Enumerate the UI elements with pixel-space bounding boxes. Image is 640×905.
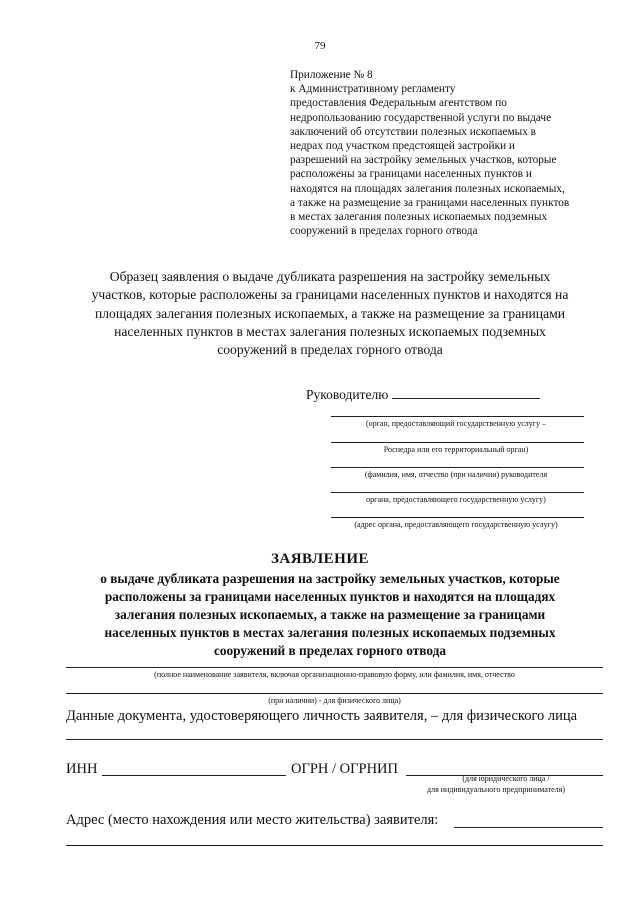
addressee-name-field[interactable]: [392, 386, 540, 399]
statement-subtitle-line: населенных пунктов в местах залегания полезных ископаемых подземных: [104, 625, 556, 640]
page-number: 79: [314, 40, 326, 52]
statement-subtitle-line: о выдаче дубликата разрешения на застройку земельных участков, которые: [100, 571, 560, 586]
sample-title-line: участков, которые расположены за границами населенных пунктов и находятся на: [91, 287, 569, 303]
addressee-label: Руководителю: [306, 387, 389, 402]
inn-label: ИНН: [66, 761, 98, 777]
appendix-line: разрешений на застройку земельных участков, которые: [290, 154, 557, 167]
appendix-line: сооружений в пределах горного отвода: [290, 225, 478, 238]
appendix-line: заключений об отсутствии полезных ископаемых в: [290, 125, 536, 138]
addressee-caption: Роснедра или его территориальный орган): [383, 445, 529, 454]
appendix-line: находятся на площадях залегания полезных ископаемых,: [290, 182, 565, 195]
id-document-label: Данные документа, удостоверяющего личность заявителя, – для физического лица: [66, 708, 578, 724]
statement-subtitle-line: расположены за границами населенных пунктов и находятся на площадях: [104, 589, 556, 604]
applicant-name-line-2[interactable]: [66, 693, 603, 694]
sample-title-line: площадях залегания полезных ископаемых, а также на размещение за границами: [94, 305, 565, 321]
sample-title-line: населенных пунктов в местах залегания полезных ископаемых подземных: [114, 323, 546, 339]
addressee-line-5[interactable]: [331, 517, 584, 518]
addressee-caption: органа, предоставляющего государственную услугу): [366, 495, 546, 504]
address-line-2[interactable]: [66, 845, 603, 846]
addressee-line-2[interactable]: [331, 442, 584, 443]
sample-title-line: сооружений в пределах горного отвода: [217, 342, 443, 358]
statement-subtitle-line: сооружений в пределах горного отвода: [213, 643, 447, 658]
sample-title-line: Образец заявления о выдаче дубликата разрешения на застройку земельных: [109, 269, 551, 284]
address-label: Адрес (место нахождения или место жительства) заявителя:: [66, 812, 439, 828]
ogrn-caption-2: для индивидуального предпринимателя): [427, 785, 565, 794]
address-field[interactable]: [454, 827, 603, 828]
id-document-line[interactable]: [66, 739, 603, 740]
addressee-row: [306, 386, 540, 403]
applicant-name-caption-2: (при наличии) - для физического лица): [268, 696, 401, 705]
appendix-line: недропользованию государственной услуги по выдаче: [290, 111, 552, 124]
appendix-line: расположены за границами населенных пунктов и: [290, 168, 532, 181]
addressee-line-3[interactable]: [331, 467, 584, 468]
addressee-caption: (фамилия, имя, отчество (при наличии) руководителя: [364, 470, 548, 479]
appendix-header: [290, 68, 610, 238]
appendix-line: недрах под участком предстоящей застройки и: [290, 140, 515, 153]
sample-title: [60, 268, 600, 359]
addressee-line-1[interactable]: [331, 416, 584, 417]
ogrn-caption: (для юридического лица /: [462, 774, 550, 783]
statement-subtitle-line: залегания полезных ископаемых, а также на размещение за границами: [114, 607, 546, 622]
appendix-line: предоставления Федеральным агентством по: [290, 97, 507, 110]
statement-subtitle: [40, 570, 620, 660]
applicant-name-line[interactable]: [66, 667, 603, 668]
appendix-line: в местах залегания полезных ископаемых подземных: [290, 211, 548, 224]
appendix-line: Приложение № 8: [290, 69, 373, 81]
appendix-line: к Административному регламенту: [290, 83, 456, 96]
inn-field[interactable]: [102, 775, 286, 776]
statement-title: ЗАЯВЛЕНИЕ: [270, 551, 370, 567]
ogrn-label: ОГРН / ОГРНИП: [291, 761, 399, 777]
addressee-caption: (орган, предоставляющий государственную услугу –: [365, 419, 547, 428]
addressee-caption: (адрес органа, предоставляющего государственную услугу): [354, 520, 558, 529]
appendix-line: а также на размещение за границами населенных пунктов: [290, 196, 570, 209]
addressee-line-4[interactable]: [331, 492, 584, 493]
applicant-name-caption: (полное наименование заявителя, включая организационно-правовую форму, или фамилия, имя, отчество: [154, 670, 515, 679]
